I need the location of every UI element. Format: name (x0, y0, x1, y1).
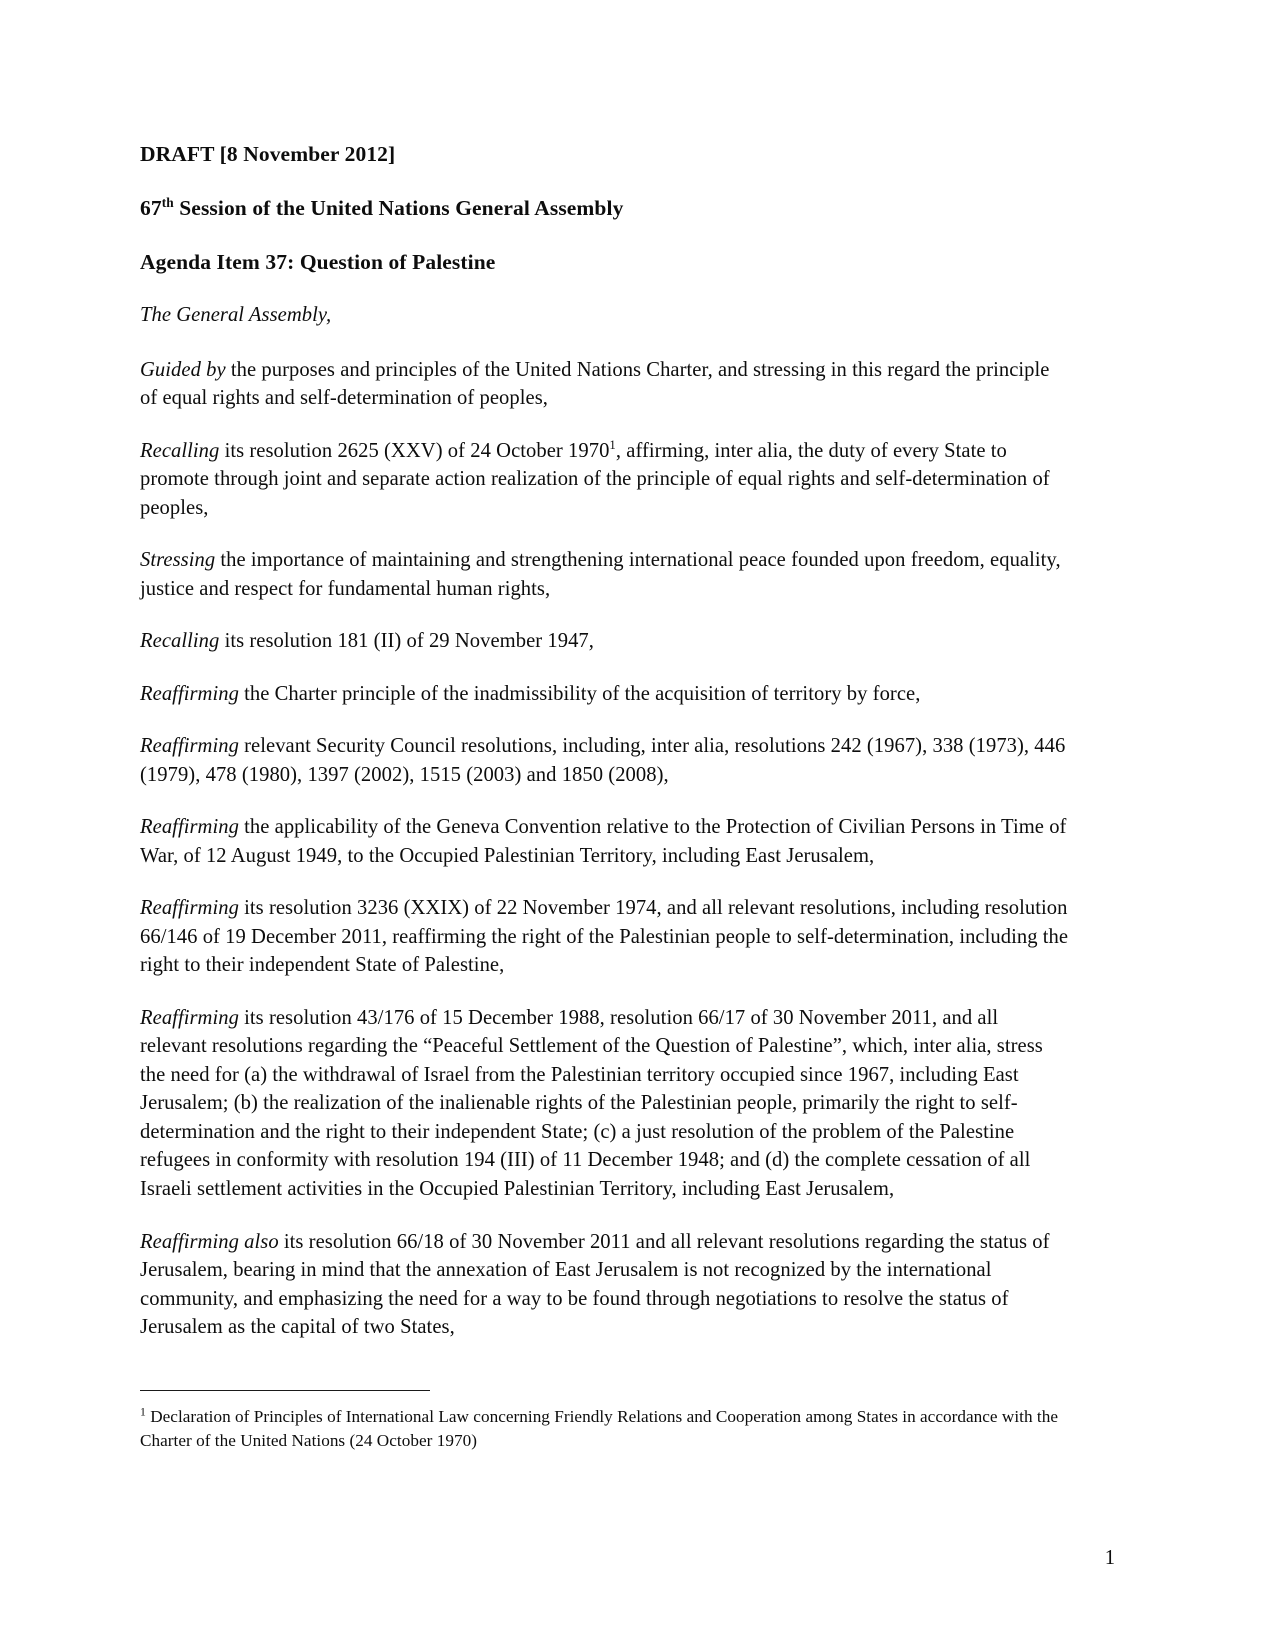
agenda-item-heading (140, 248, 1070, 276)
paragraph-lead-in: Reaffirming (140, 1006, 239, 1029)
preambular-paragraph-peaceful-settlement (140, 1004, 1070, 1204)
preambular-paragraph-resolution-3236 (140, 894, 1070, 980)
paragraph-text: its resolution 181 (II) of 29 November 1947, (219, 630, 594, 653)
session-heading (140, 194, 1070, 222)
paragraph-text: relevant Security Council resolutions, including, inter alia, resolutions 242 (1967), 338 (1973), 446 (1979), 478 (1980), 1397 (2002), 1515 (2003) and 1850 (2008), (140, 735, 1066, 786)
paragraph-text-continued: , affirming, inter alia, the duty of every State to promote through joint and separate action realization of the principle of equal rights and self-determination of peoples, (140, 439, 1050, 519)
footnote-separator-rule (140, 1390, 430, 1391)
preambular-paragraph-status-of-jerusalem (140, 1228, 1070, 1342)
footnote-number: 1 (140, 1405, 146, 1419)
paragraph-text: its resolution 43/176 of 15 December 1988, resolution 66/17 of 30 November 2011, and all relevant resolutions regarding the “Peaceful Settlement of the Question of Palestine”, which, inter alia, stress the need for (a) the withdrawal of Israel from the Palestinian territory occupied since 1967, including East Jerusalem; (b) the realization of the inalienable rights of the Palestinian people, primarily the right to self-determination and the right to their independent State; (c) a just resolution of the problem of the Palestine refugees in conformity with resolution 194 (III) of 11 December 1948; and (d) the complete cessation of all Israeli settlement activities in the Occupied Palestinian Territory, including East Jerusalem, (140, 1006, 1043, 1200)
salutation-text: The General Assembly, (140, 304, 332, 327)
paragraph-lead-in: Reaffirming (140, 735, 239, 758)
document-body (140, 140, 1070, 1366)
footnote-section (140, 1390, 1070, 1454)
paragraph-lead-in: Recalling (140, 630, 220, 653)
paragraph-text: its resolution 2625 (XXV) of 24 October 1970 (219, 439, 610, 462)
draft-date-heading (140, 140, 1070, 168)
paragraph-text: its resolution 3236 (XXIX) of 22 November 1974, and all relevant resolutions, including resolution 66/146 of 19 December 2011, reaffirming the right of the Palestinian people to self-determination, including the right to their independent State of Palestine, (140, 897, 1069, 977)
paragraph-lead-in: Guided by (140, 358, 226, 381)
salutation (140, 301, 1070, 330)
session-ordinal-suffix: th (161, 195, 174, 211)
paragraph-lead-in: Reaffirming (140, 897, 239, 920)
paragraph-text: the importance of maintaining and strengthening international peace founded upon freedom, equality, justice and respect for fundamental human rights, (140, 549, 1061, 600)
footnote-reference-marker[interactable]: 1 (609, 437, 616, 452)
paragraph-text: the applicability of the Geneva Convention relative to the Protection of Civilian Persons in Time of War, of 12 August 1949, to the Occupied Palestinian Territory, including East Jerusalem, (140, 816, 1067, 867)
paragraph-lead-in: Recalling (140, 439, 220, 462)
preambular-paragraph-geneva-convention (140, 813, 1070, 870)
preambular-paragraph-reaffirming-charter (140, 680, 1070, 709)
session-number: 67 (140, 196, 162, 221)
agenda-item-label: Agenda Item 37: Question of Palestine (140, 249, 496, 274)
paragraph-lead-in: Reaffirming also (140, 1230, 279, 1253)
paragraph-lead-in: Stressing (140, 549, 216, 572)
session-heading-rest: Session of the United Nations General Assembly (173, 196, 624, 221)
paragraph-text: its resolution 66/18 of 30 November 2011 and all relevant resolutions regarding the status of Jerusalem, bearing in mind that the annexation of East Jerusalem is not recognized by the international community, and emphasizing the need for a way to be found through negotiations to resolve the status of Jerusalem as the capital of two States, (140, 1230, 1050, 1339)
paragraph-lead-in: Reaffirming (140, 816, 239, 839)
preambular-paragraph-stressing (140, 546, 1070, 603)
footnote-body-text: Declaration of Principles of International Law concerning Friendly Relations and Cooperation among States in accordance with the Charter of the United Nations (24 October 1970) (140, 1407, 1059, 1451)
preambular-paragraph-guided-by (140, 356, 1070, 413)
page-number: 1 (1104, 1547, 1115, 1569)
draft-date-label: DRAFT [8 November 2012] (140, 142, 396, 166)
footnote-entry (140, 1405, 1070, 1454)
preambular-paragraph-security-council-resolutions (140, 732, 1070, 789)
preambular-paragraph-recalling-181 (140, 627, 1070, 656)
preambular-paragraph-recalling-2625 (140, 437, 1070, 523)
paragraph-text: the purposes and principles of the United Nations Charter, and stressing in this regard the principle of equal rights and self-determination of peoples, (140, 358, 1050, 410)
paragraph-text: the Charter principle of the inadmissibility of the acquisition of territory by force, (238, 682, 921, 705)
paragraph-lead-in: Reaffirming (140, 682, 239, 705)
